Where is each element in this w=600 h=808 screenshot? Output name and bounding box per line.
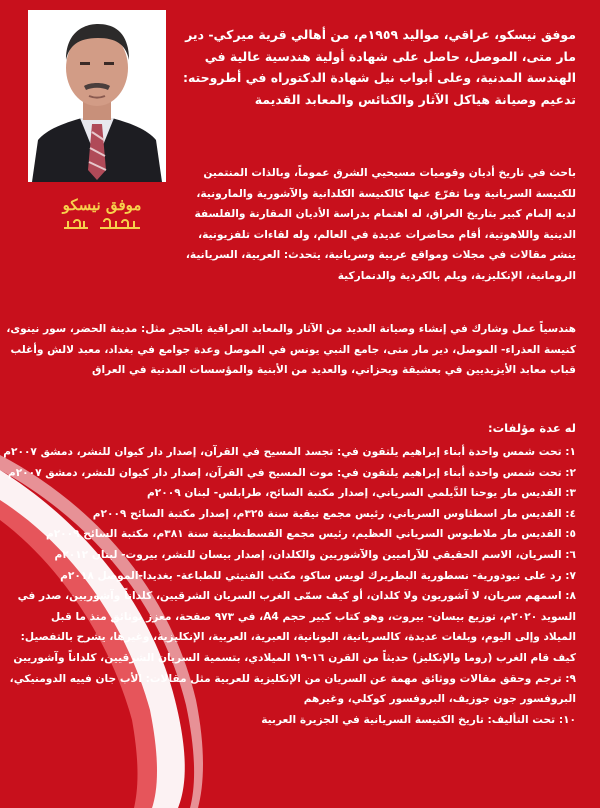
work-separator: : — [561, 590, 570, 603]
work-title: ترجم وحقق مقالات ووثائق مهمة عن السريان من الإنكليزية للعربية مثل مقالات: الأب جان فييه الدومنيكي، — [9, 672, 562, 685]
works-list — [3, 442, 576, 730]
works-list-item — [14, 586, 576, 607]
works-list-item-continued — [14, 607, 576, 628]
author-photo — [28, 10, 166, 182]
author-name: موفق نيسكو — [62, 196, 142, 214]
work-title: السويد ٢٠٢٠م، توزيع بيسان- بيروت، وهو كتاب كبير حجم A4، في ٩٧٣ صفحة، معزز بوثائق منذ ما قبل — [51, 610, 576, 623]
works-list-item-continued — [14, 648, 576, 669]
work-number: ١ — [569, 446, 576, 458]
bio-line: للكنيسة السريانية وما تفرّع عنها كالكنيسة الكلدانية والآشورية والمارونية، — [196, 187, 576, 200]
work-title: السريان، الاسم الحقيقي للآراميين والآشوريين والكلدان، إصدار بيسان للنشر، بيروت- لبنان ٢٠١٢م — [54, 548, 562, 561]
works-list-item-continued — [14, 627, 576, 648]
work-number: ٦ — [569, 548, 576, 561]
work-separator: : — [561, 487, 570, 500]
projects-line: كنيسة العذراء- الموصل، دير مار متى، جامع النبي يونس في الموصل وعدة جوامع في بغداد، معبد لالش وأغلب — [10, 343, 576, 356]
work-title: القديس مار اسطثاوس السرياني، رئيس مجمع نيقية سنة ٣٢٥م، إصدار مكتبة السائح ٢٠٠٩م — [92, 507, 562, 520]
intro-line: موفق نيسكو، عراقي، مواليد ١٩٥٩م، من أهالي قرية ميركي- دير — [185, 27, 576, 42]
work-separator: : — [561, 672, 570, 685]
work-title: القديس مار ملاطيوس السرياني العظيم، رئيس مجمع القسطنطينية سنة ٣٨١م، مكتبة السائح ٢٠٠٩م — [45, 528, 562, 541]
bio-line: ينشر مقالات في مجلات ومواقع عربية وسريانية، يتحدث: العربية، السريانية، — [185, 249, 576, 262]
intro-paragraph — [180, 24, 576, 110]
works-list-item — [14, 524, 576, 545]
work-title: رد على نيودورية- نسطورية البطريرك لويس ساكو، مكتب الفنيتي للطباعة- بغديدا-الموصل ٢٠١٨م — [60, 569, 562, 582]
work-number: ٥ — [569, 528, 576, 541]
intro-line: مار متى، الموصل، حاصل على شهادة أولية هندسية عالية في — [204, 48, 576, 64]
work-number: ٣ — [569, 487, 576, 500]
work-number: ٢ — [569, 466, 576, 479]
work-number: ٨ — [569, 590, 576, 603]
work-title: الميلاد وإلى اليوم، وبلغات عديدة، كالسريانية، اليونانية، العبرية، العربية، الإنكليزية، وغيرها، يشرح بالتفصيل: — [20, 631, 576, 644]
bio-line: لديه إلمام كبير بتاريخ العراق، له اهتمام بدراسة الأديان المقارنة والفلسفة — [194, 208, 576, 221]
work-separator: : — [555, 713, 564, 726]
work-number: ٤ — [569, 507, 576, 520]
projects-paragraph — [6, 319, 576, 381]
works-list-item — [14, 483, 576, 504]
works-list-item — [14, 545, 576, 566]
work-number: ٩ — [569, 672, 576, 685]
work-title: البروفسور جون جوزيف، البروفسور كوكلي، وغيرهم — [303, 693, 576, 706]
intro-line: تدعيم وصيانة هياكل الآثار والكنائس والمعابد القديمة — [254, 91, 576, 107]
projects-line: قباب معابد الأيزيديين في بعشيقة وبحزاني، والعديد من الأبنية والمؤسسات المدنية في العراق — [92, 364, 576, 377]
projects-line: هندسياً عمل وشارك في إنشاء وصيانة العديد من الآثار والمعابد العراقية بالحجر مثل: مدينة الحضر، سور نينوى، — [6, 323, 576, 335]
work-separator: : — [561, 548, 570, 561]
works-list-item — [9, 669, 576, 690]
bio-line: باحث في تاريخ أديان وقوميات مسيحيي الشرق عموماً، وبالذات المنتمين — [203, 167, 576, 179]
intro-line: الهندسة المدنية، وعلى أبواب نيل شهادة الدكتوراه في أطروحته: — [182, 70, 576, 85]
work-title: اسمهم سريان، لا آشوريون ولا كلدان، أو كيف سمّى الغرب السريان الشرقيين، كلداناً وآشوريين، صدر في — [17, 590, 562, 603]
works-list-item — [3, 442, 576, 463]
work-separator: : — [561, 528, 570, 541]
work-separator: : — [561, 507, 570, 520]
works-list-item — [7, 463, 576, 484]
works-heading: له عدة مؤلفات: — [488, 421, 576, 435]
work-number: ٧ — [569, 569, 576, 582]
work-separator: : — [561, 446, 570, 458]
bio-line: الدينية واللاهوتية، أقام محاضرات عديدة في العالم، وله لقاءات تلفزيونية، — [198, 228, 576, 241]
work-separator: : — [561, 466, 570, 479]
work-title: كيف قام الغرب (روما والإنكليز) حديثاً من القرن ١٦-١٩ الميلادي، بتسمية السريان الشرقيين، كلداناً وآشوريين — [13, 651, 576, 664]
bio-line: الرومانية، الإنكليزية، ويلم بالكردية والدنماركية — [337, 269, 576, 282]
works-list-item — [14, 566, 576, 587]
work-title: تحت التأليف: تاريخ الكنيسة السريانية في الجزيرة العربية — [261, 713, 556, 726]
bio-paragraph — [180, 163, 576, 287]
work-separator: : — [561, 569, 570, 582]
author-name-syriac-graphic — [60, 217, 144, 231]
works-list-item — [14, 504, 576, 525]
works-list-item — [14, 710, 576, 731]
works-list-item-continued — [14, 689, 576, 710]
work-title: تحت شمس واحدة أبناء إبراهيم يلتقون في: موت المسيح في القرآن، إصدار دار كيوان للنشر، دمشق ٢٠٠٧م — [7, 466, 562, 479]
work-title: تحت شمس واحدة أبناء إبراهيم يلتقون في: تجسد المسيح في القرآن، إصدار دار كيوان للنشر، دمشق ٢٠٠٧م — [3, 446, 562, 458]
work-number: ١٠ — [563, 713, 576, 726]
work-title: القديس مار يوحنا الدَّيلمي السرياني، إصدار مكتبة السائح، طرابلس- لبنان ٢٠٠٩م — [147, 487, 562, 500]
